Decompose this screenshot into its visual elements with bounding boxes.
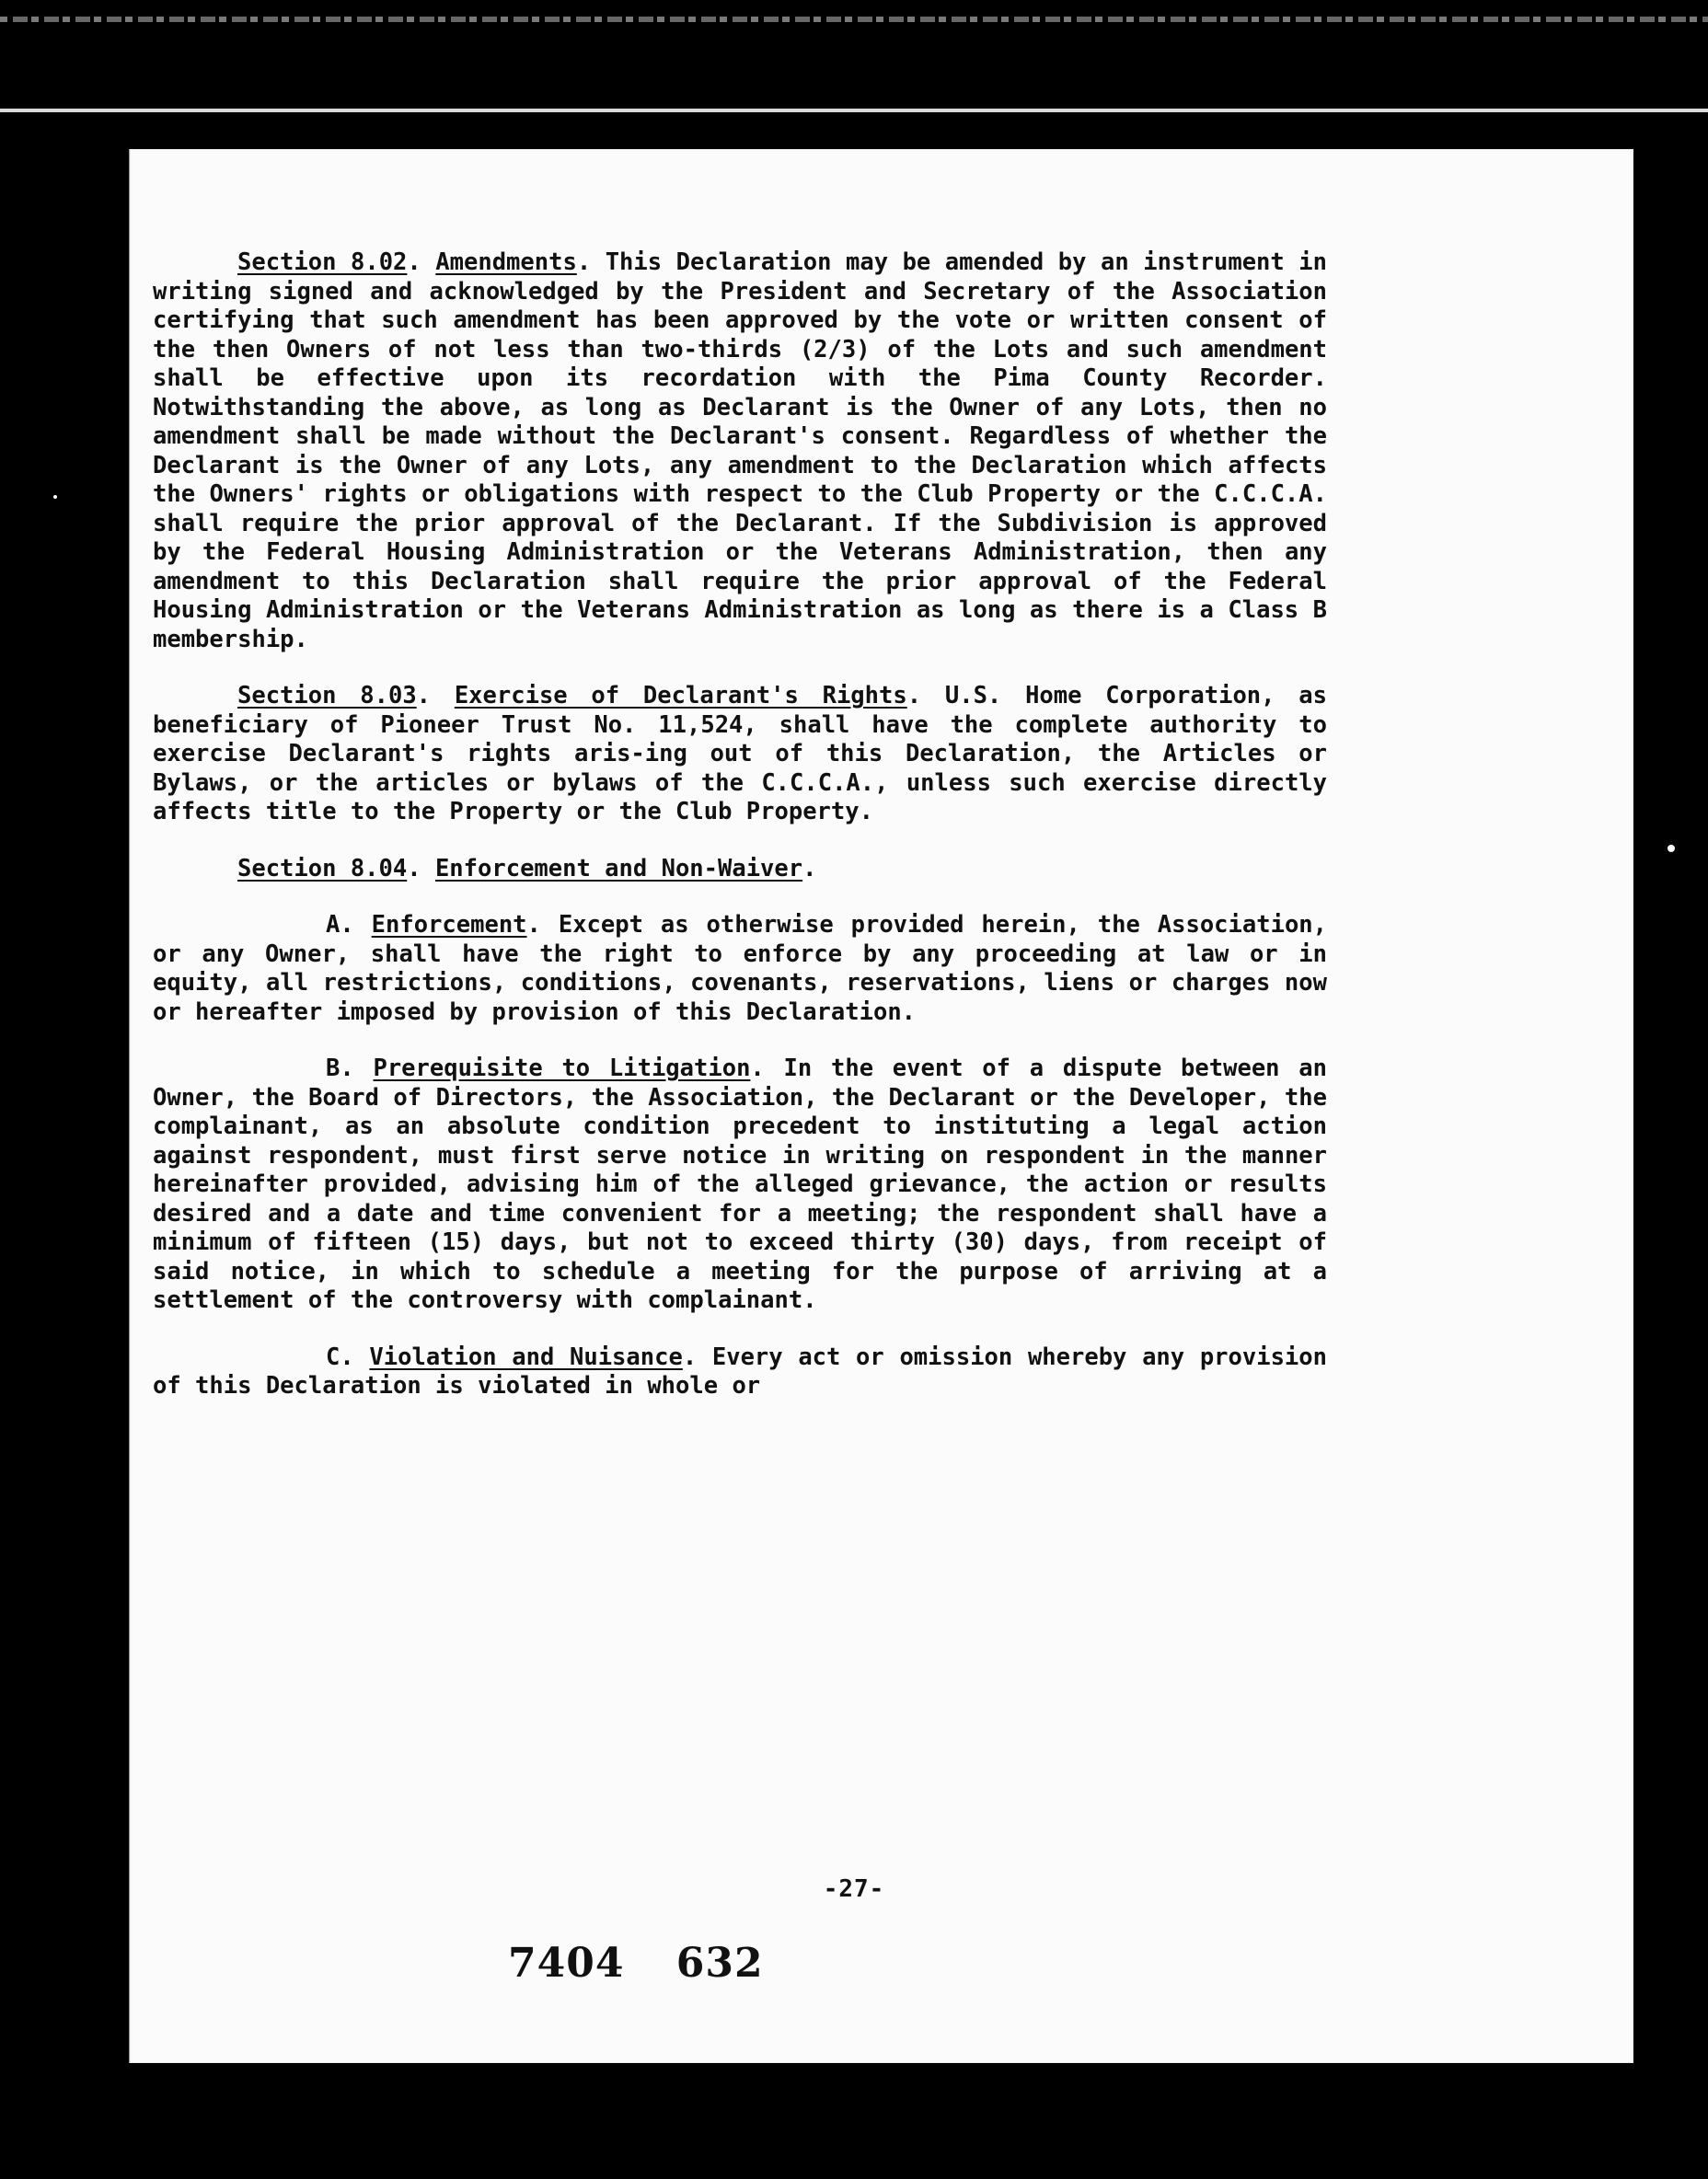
scan-edge-noise (0, 17, 1708, 22)
subsection-body: In the event of a dispute between an Owner, the Board of Directors, the Association, the Declarant or the Developer, the complainant, as an absolute condition precedent to instituting a legal action against respondent, must first serve notice in writing on respondent in the manner hereinafter provided, advising him of the alleged grievance, the action or results desired and a date and time convenient for a meeting; the respondent shall have a minimum of fifteen (15) days, but not to exceed thirty (30) days, from receipt of said notice, in which to schedule a meeting for the purpose of arriving at a settlement of the controversy with complainant. (153, 1055, 1327, 1314)
page-number: -27- (823, 1875, 885, 1903)
subsection-body: Every act or omission whereby any provision of this Declaration is violated in whole or (153, 1343, 1327, 1400)
section-8-03: Section 8.03. Exercise of Declarant's Rights. U.S. Home Corporation, as beneficiary of Pioneer Trust No. 11,524, shall have the complete authority to exercise Declarant's rights aris-ing out of this Declaration, the Articles or Bylaws, or the articles or bylaws of the C.C.C.A., unless such exercise directly affects title to the Property or the Club Property. (153, 682, 1327, 825)
section-body: U.S. Home Corporation, as beneficiary of Pioneer Trust No. 11,524, shall have the complete authority to exercise Declarant's rights aris-ing out of this Declaration, the Articles or Bylaws, or the articles or bylaws of the C.C.C.A., unless such exercise directly affects title to the Property or the Club Property. (153, 682, 1327, 825)
section-8-04: Section 8.04. Enforcement and Non-Waiver. (237, 854, 817, 882)
scan-speck (53, 495, 57, 499)
recording-page: 632 (675, 1940, 764, 1987)
subsection-title: Prerequisite to Litigation (373, 1055, 751, 1082)
subsection-a: A. Enforcement. Except as otherwise provided herein, the Association, or any Owner, shall have the right to enforce by any proceeding at law or in equity, all restrictions, conditions, covenants, reservations, liens or charges now or hereafter imposed by provision of this Declaration. (153, 911, 1327, 1026)
scan-edge-line (0, 109, 1708, 112)
subsection-body: Except as otherwise provided herein, the Association, or any Owner, shall have the right to enforce by any proceeding at law or in equity, all restrictions, conditions, covenants, reservations, liens or charges now or hereafter imposed by provision of this Declaration. (153, 911, 1327, 1026)
section-8-02: Section 8.02. Amendments. This Declaration may be amended by an instrument in writing signed and acknowledged by the President and Secretary of the Association certifying that such amendment has been approved by the vote or written consent of the then Owners of not less than two-thirds (2/3) of the Lots and such amendment shall be effective upon its recordation with the Pima County Recorder. Notwithstanding the above, as long as Declarant is the Owner of any Lots, then no amendment shall be made without the Declarant's consent. Regardless of whether the Declarant is the Owner of any Lots, any amendment to the Declaration which affects the Owners' rights or obligations with respect to the Club Property or the C.C.C.A. shall require the prior approval of the Declarant. If the Subdivision is approved by the Federal Housing Administration or the Veterans Administration, then any amendment to this Declaration shall require the prior approval of the Federal Housing Administration or the Veterans Administration as long as there is a Class B membership. (153, 248, 1327, 653)
subsection-letter: B. (326, 1055, 354, 1082)
section-title: Amendments (435, 248, 577, 276)
section-heading: Section 8.02 (237, 248, 408, 276)
section-heading: Section 8.04 (237, 854, 408, 882)
section-title: Exercise of Declarant's Rights (454, 682, 907, 709)
subsection-title: Violation and Nuisance (369, 1343, 683, 1371)
section-body: This Declaration may be amended by an instrument in writing signed and acknowledged by the President and Secretary of the Association certifying that such amendment has been approved by the vote or written consent of the then Owners of not less than two-thirds (2/3) of the Lots and such amendment shall be effective upon its recordation with the Pima County Recorder. Notwithstanding the above, as long as Declarant is the Owner of any Lots, then no amendment shall be made without the Declarant's consent. Regardless of whether the Declarant is the Owner of any Lots, any amendment to the Declaration which affects the Owners' rights or obligations with respect to the Club Property or the C.C.C.A. shall require the prior approval of the Declarant. If the Subdivision is approved by the Federal Housing Administration or the Veterans Administration, then any amendment to this Declaration shall require the prior approval of the Federal Housing Administration or the Veterans Administration as long as there is a Class B membership. (153, 248, 1327, 653)
subsection-title: Enforcement (371, 911, 527, 939)
document-body (153, 248, 1327, 1401)
subsection-c: C. Violation and Nuisance. Every act or omission whereby any provision of this Declaration is violated in whole or (153, 1343, 1327, 1400)
recording-stamp (508, 1940, 764, 1987)
scan-speck (1668, 845, 1675, 852)
subsection-b: B. Prerequisite to Litigation. In the event of a dispute between an Owner, the Board of Directors, the Association, the Declarant or the Developer, the complainant, as an absolute condition precedent to instituting a legal action against respondent, must first serve notice in writing on respondent in the manner hereinafter provided, advising him of the alleged grievance, the action or results desired and a date and time convenient for a meeting; the respondent shall have a minimum of fifteen (15) days, but not to exceed thirty (30) days, from receipt of said notice, in which to schedule a meeting for the purpose of arriving at a settlement of the controversy with complainant. (153, 1055, 1327, 1314)
section-heading: Section 8.03 (237, 682, 417, 709)
section-title: Enforcement and Non-Waiver (434, 854, 803, 882)
subsection-letter: C. (326, 1343, 354, 1371)
subsection-letter: A. (326, 911, 354, 939)
docket-number: 7404 (508, 1940, 625, 1987)
